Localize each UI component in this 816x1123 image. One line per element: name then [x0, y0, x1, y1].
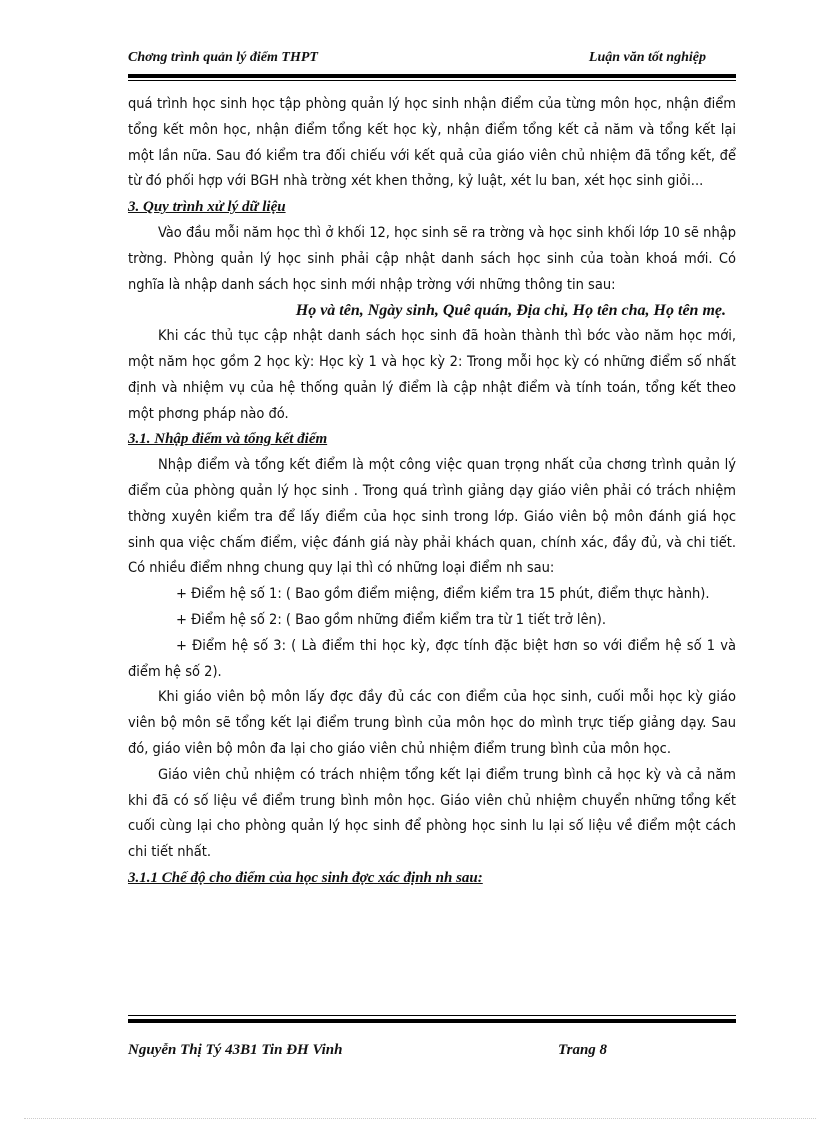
student-fields-line: Họ và tên, Ngày sinh, Quê quán, Địa chỉ, Họ tên cha, Họ tên mẹ.	[295, 302, 726, 320]
paragraph-homeroom-teacher: Giáo viên chủ nhiệm có trách nhiệm tổng kết lại điểm trung bình cả học kỳ và cả năm khi đã có số liệu về điểm trung bình môn học. Giáo viên chủ nhiệm chuyển những tổng kết cuối cùng lại cho phòng quản lý học sinh để phòng học sinh lu lại số liệu về điểm một cách chi tiết nhất.	[128, 766, 736, 861]
section-heading-3-1: 3.1. Nhập điểm và tổng kết điểm	[128, 431, 328, 448]
page-bottom-dotted-line	[24, 1118, 816, 1119]
header-rule-thick	[128, 74, 736, 78]
paragraph-intro: quá trình học sinh học tập phòng quản lý học sinh nhận điểm của từng môn học, nhận điểm tổng kết môn học, nhận điểm tổng kết học kỳ, nhận điểm tổng kết cả năm và tổng kết lại một lần nữa. Sau đó kiểm tra đối chiếu với kết quả của giáo viên chủ nhiệm đã tổng kết, để từ đó phối hợp với BGH nhà trờng xét khen thởng, kỷ luật, xét lu ban, xét học sinh giỏi...	[128, 96, 736, 190]
section-heading-3-1-1: 3.1.1 Chế độ cho điểm của học sinh đợc xác định nh sau:	[128, 869, 483, 886]
header-title: Chơng trình quản lý điểm THPT	[128, 50, 318, 65]
page-body	[128, 92, 736, 892]
paragraph-new-year: Vào đầu mỗi năm học thì ở khối 12, học sinh sẽ ra trờng và học sinh khối lớp 10 sẽ nhập trờng. Phòng quản lý học sinh phải cập nhật danh sách học sinh của toàn khoá mới. Có nghĩa là nhập danh sách học sinh mới nhập trờng với những thông tin sau:	[128, 224, 736, 293]
header-rule-thin	[128, 80, 736, 81]
paragraph-entering-scores: Nhập điểm và tổng kết điểm là một công việc quan trọng nhất của chơng trình quản lý điểm của phòng quản lý học sinh . Trong quá trình giảng dạy giáo viên phải có trách nhiệm thờng xuyên kiểm tra để lấy điểm của học sinh trong lớp. Giáo viên bộ môn đánh giá học sinh qua việc chấm điểm, việc đánh giá này phải khách quan, chính xác, đầy đủ, và chi tiết. Có nhiều điểm nhng chung quy lại thì có những loại điểm nh sau:	[128, 457, 736, 577]
paragraph-procedures: Khi các thủ tục cập nhật danh sách học sinh đã hoàn thành thì bớc vào năm học mới, một năm học gồm 2 học kỳ: Học kỳ 1 và học kỳ 2: Trong mỗi học kỳ có những điểm số nhất định và nhiệm vụ của hệ thống quản lý điểm là cập nhật điểm và tính toán, tổng kết theo một phơng pháp nào đó.	[128, 328, 736, 422]
list-item-coefficient-3: + Điểm hệ số 3: ( Là điểm thi học kỳ, đợc tính đặc biệt hơn so với điểm hệ số 1 và điểm hệ số 2).	[128, 637, 736, 680]
list-item-coefficient-1: + Điểm hệ số 1: ( Bao gồm điểm miệng, điểm kiểm tra 15 phút, điểm thực hành).	[176, 586, 710, 603]
footer-rule-thick	[128, 1019, 736, 1023]
header-subtitle: Luận văn tốt nghiệp	[588, 50, 706, 65]
page-number: Trang 8	[558, 1042, 608, 1058]
footer-rule-thin	[128, 1015, 736, 1016]
paragraph-subject-teacher: Khi giáo viên bộ môn lấy đợc đầy đủ các con điểm của học sinh, cuối mỗi học kỳ giáo viên bộ môn sẽ tổng kết lại điểm trung bình của môn học do mình trực tiếp giảng dạy. Sau đó, giáo viên bộ môn đa lại cho giáo viên chủ nhiệm điểm trung bình của môn học.	[128, 689, 736, 757]
list-item-coefficient-2: + Điểm hệ số 2: ( Bao gồm những điểm kiểm tra từ 1 tiết trở lên).	[176, 611, 606, 628]
footer-author: Nguyễn Thị Tý 43B1 Tin ĐH Vinh	[128, 1042, 343, 1058]
page-footer	[128, 1042, 736, 1066]
section-heading-3: 3. Quy trình xử lý dữ liệu	[128, 199, 286, 216]
page-header	[128, 46, 736, 70]
